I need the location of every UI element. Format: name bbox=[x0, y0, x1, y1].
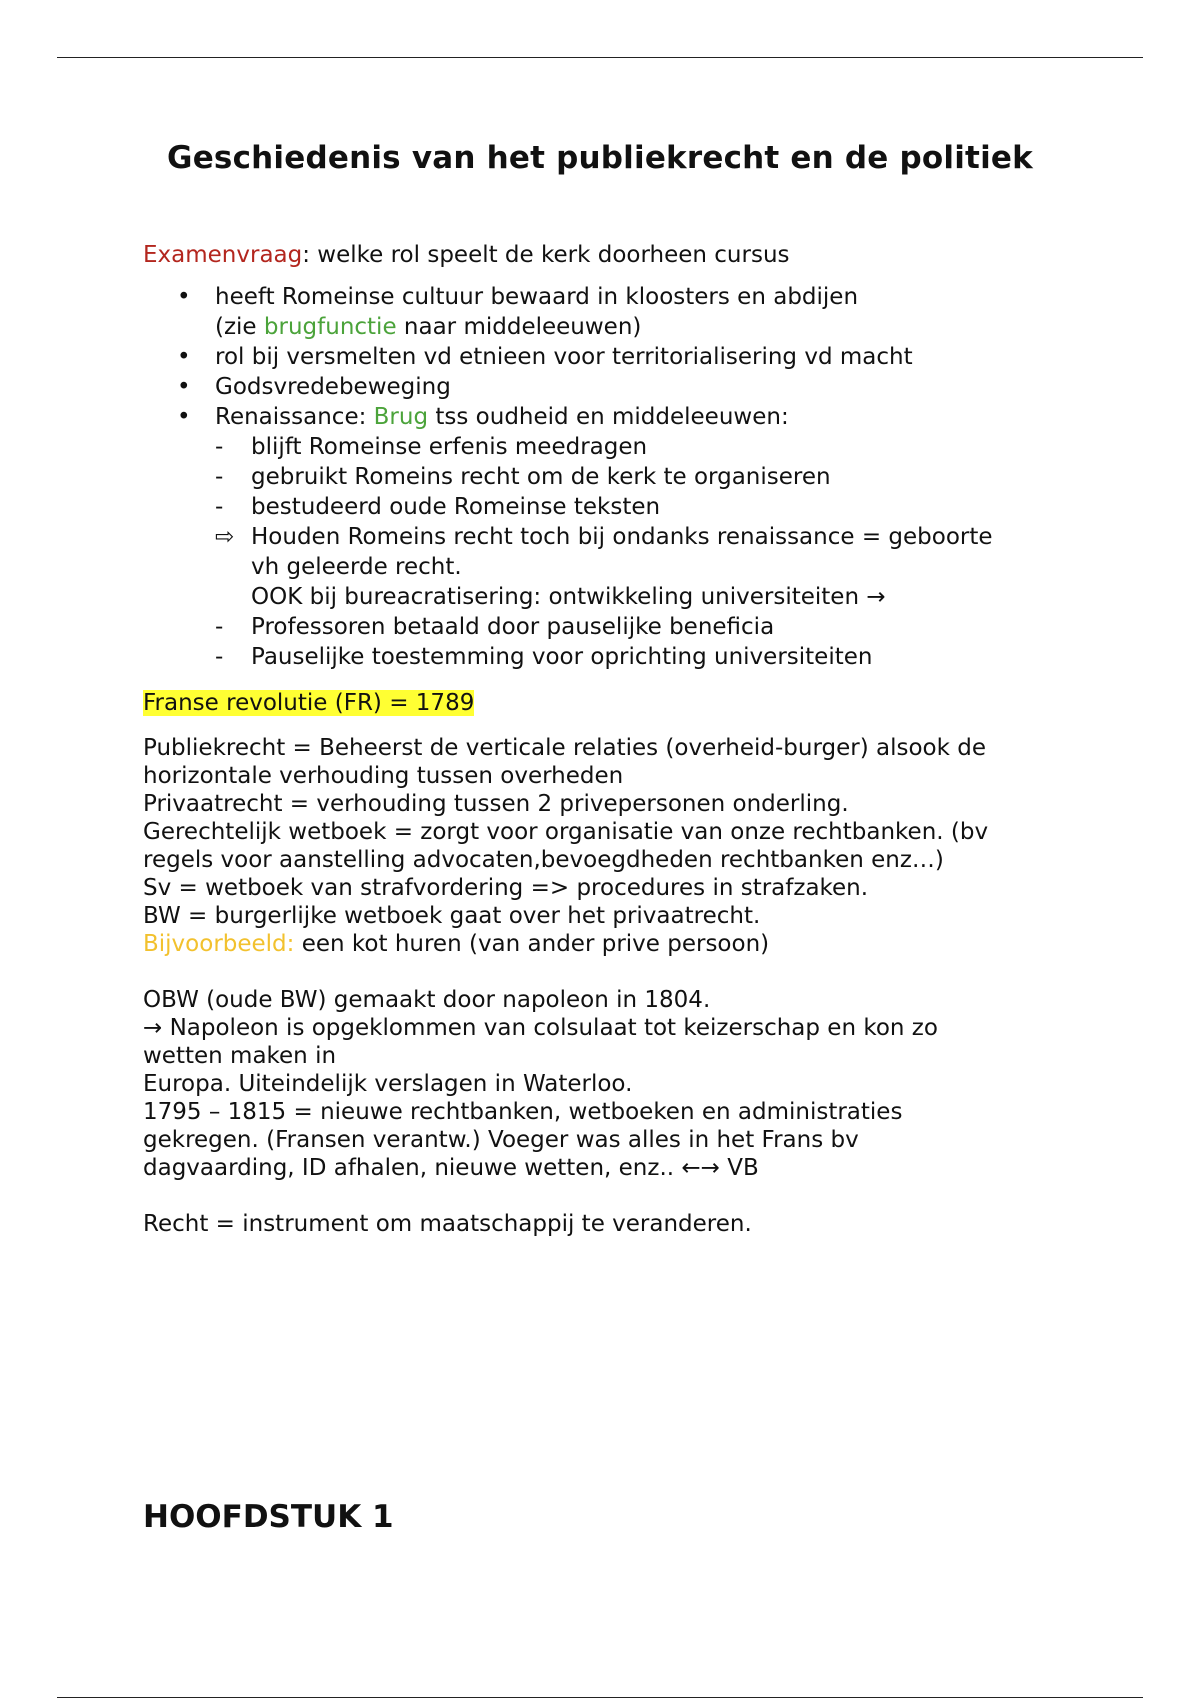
dash-marker: - bbox=[215, 434, 224, 460]
sub-item-6: Pauselijke toestemming voor oprichting universiteiten bbox=[251, 644, 873, 670]
list-item bbox=[143, 282, 1063, 342]
def-line: Gerechtelijk wetboek = zorgt voor organisatie van onze rechtbanken. (bv bbox=[143, 819, 989, 845]
list-item bbox=[143, 372, 1063, 402]
top-rule bbox=[57, 57, 1143, 58]
obw-line: 1795 – 1815 = nieuwe rechtbanken, wetboeken en administraties bbox=[143, 1099, 903, 1125]
recht-line: Recht = instrument om maatschappij te veranderen. bbox=[143, 1211, 752, 1237]
def-line: BW = burgerlijke wetboek gaat over het privaatrecht. bbox=[143, 903, 761, 929]
example-line bbox=[143, 930, 1063, 958]
bottom-rule bbox=[57, 1697, 1143, 1698]
exam-text: : welke rol speelt de kerk doorheen cursus bbox=[302, 242, 790, 268]
bullet-1-pre: (zie bbox=[215, 314, 264, 340]
exam-question bbox=[143, 240, 1063, 270]
bullet-2: rol bij versmelten vd etnieen voor territorialisering vd macht bbox=[215, 344, 913, 370]
sub-item bbox=[215, 522, 1063, 612]
renaissance-sublist bbox=[215, 432, 1063, 672]
list-item bbox=[143, 402, 1063, 672]
sub-item-5: Professoren betaald door pauselijke beneficia bbox=[251, 614, 775, 640]
sub-item bbox=[215, 462, 1063, 492]
bullet-1-green: brugfunctie bbox=[263, 314, 397, 340]
obw-block bbox=[143, 986, 1063, 1182]
sub-item bbox=[215, 642, 1063, 672]
obw-line: OBW (oude BW) gemaakt door napoleon in 1804. bbox=[143, 987, 711, 1013]
def-line: horizontale verhouding tussen overheden bbox=[143, 763, 624, 789]
obw-line: → Napoleon is opgeklommen van colsulaat tot keizerschap en kon zo bbox=[143, 1015, 938, 1041]
example-label: Bijvoorbeeld: bbox=[143, 931, 295, 957]
sub-item bbox=[215, 492, 1063, 522]
exam-label: Examenvraag bbox=[143, 242, 303, 268]
bullet-3: Godsvredebeweging bbox=[215, 374, 451, 400]
dash-marker: - bbox=[215, 614, 224, 640]
bullet-4-green: Brug bbox=[373, 404, 429, 430]
church-role-list bbox=[143, 282, 1063, 672]
sub-item-4-line-1: Houden Romeins recht toch bij ondanks renaissance = geboorte bbox=[251, 524, 993, 550]
bullet-4-pre: Renaissance: bbox=[215, 404, 374, 430]
sub-item bbox=[215, 432, 1063, 462]
page-title: Geschiedenis van het publiekrecht en de politiek bbox=[167, 140, 1033, 176]
def-line: Privaatrecht = verhouding tussen 2 privepersonen onderling. bbox=[143, 791, 849, 817]
sub-item bbox=[215, 612, 1063, 642]
arrow-icon: ⇨ bbox=[215, 524, 235, 550]
french-revolution-highlight: Franse revolutie (FR) = 1789 bbox=[143, 690, 475, 716]
def-line: Sv = wetboek van strafvordering => procedures in strafzaken. bbox=[143, 875, 869, 901]
definitions-block bbox=[143, 734, 1063, 958]
bullet-1-post: naar middeleeuwen) bbox=[396, 314, 642, 340]
highlight-line bbox=[143, 688, 1063, 718]
sub-item-2: gebruikt Romeins recht om de kerk te organiseren bbox=[251, 464, 831, 490]
bullet-4-post: tss oudheid en middeleeuwen: bbox=[428, 404, 789, 430]
example-text: een kot huren (van ander prive persoon) bbox=[294, 931, 770, 957]
obw-line: dagvaarding, ID afhalen, nieuwe wetten, enz.. ←→ VB bbox=[143, 1155, 759, 1181]
sub-item-3: bestudeerd oude Romeinse teksten bbox=[251, 494, 661, 520]
sub-item-4-line-2: vh geleerde recht. bbox=[251, 554, 462, 580]
document-body bbox=[143, 240, 1063, 1238]
sub-item-4-line-3: OOK bij bureacratisering: ontwikkeling universiteiten → bbox=[251, 584, 886, 610]
chapter-heading: HOOFDSTUK 1 bbox=[143, 1499, 394, 1535]
obw-line: gekregen. (Fransen verantw.) Voeger was alles in het Frans bv bbox=[143, 1127, 859, 1153]
dash-marker: - bbox=[215, 464, 224, 490]
list-item bbox=[143, 342, 1063, 372]
def-line: Publiekrecht = Beheerst de verticale relaties (overheid-burger) alsook de bbox=[143, 735, 987, 761]
dash-marker: - bbox=[215, 644, 224, 670]
obw-line: Europa. Uiteindelijk verslagen in Waterloo. bbox=[143, 1071, 633, 1097]
sub-item-1: blijft Romeinse erfenis meedragen bbox=[251, 434, 648, 460]
def-line: regels voor aanstelling advocaten,bevoegdheden rechtbanken enz…) bbox=[143, 847, 944, 873]
bullet-1-line-1: heeft Romeinse cultuur bewaard in kloosters en abdijen bbox=[215, 284, 859, 310]
dash-marker: - bbox=[215, 494, 224, 520]
obw-line: wetten maken in bbox=[143, 1043, 337, 1069]
